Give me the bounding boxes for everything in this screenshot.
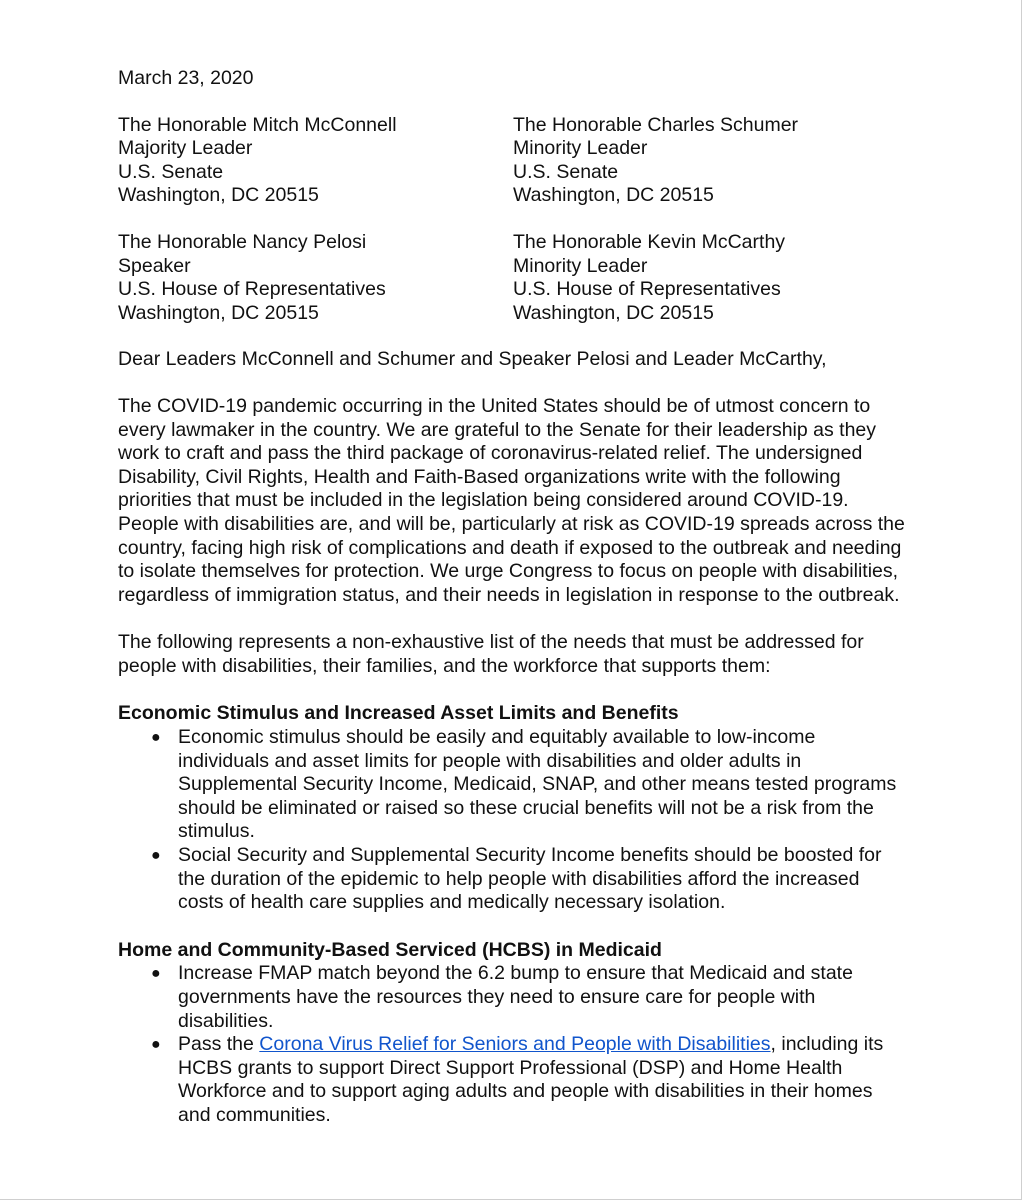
addressee-row-house — [118, 231, 908, 325]
addressee-name: The Honorable Nancy Pelosi — [118, 230, 367, 253]
list-item — [151, 726, 908, 844]
addressee-city: Washington, DC 20515 — [513, 184, 714, 207]
bullet-icon: ● — [151, 965, 161, 983]
section-heading-economic-stimulus: Economic Stimulus and Increased Asset Limits and Benefits — [118, 702, 679, 725]
addressee-body: U.S. House of Representatives — [118, 278, 386, 301]
bullet-icon: ● — [151, 729, 161, 747]
addressee-body: U.S. Senate — [118, 160, 224, 183]
bullet-icon: ● — [151, 847, 161, 865]
addressee-body: U.S. Senate — [513, 160, 619, 183]
addressee-mccarthy — [513, 231, 908, 325]
addressee-body: U.S. House of Representatives — [513, 278, 781, 301]
list-item — [151, 1033, 908, 1127]
addressee-title: Minority Leader — [513, 137, 648, 160]
list-item-text: Economic stimulus should be easily and equitably available to low-income individuals and asset limits for people with disabilities and older adults in Supplemental Security Income, Medicaid, SNAP, and other means tested programs should be eliminated or raised so these crucial benefits will not be a risk from the stimulus. — [178, 726, 897, 843]
addressee-title: Majority Leader — [118, 137, 253, 160]
addressee-city: Washington, DC 20515 — [118, 184, 319, 207]
addressee-row-senate — [118, 114, 908, 208]
letter-document — [118, 67, 908, 1152]
letter-date: March 23, 2020 — [118, 67, 254, 89]
relief-act-link[interactable]: Corona Virus Relief for Seniors and People with Disabilities — [259, 1033, 771, 1056]
addressee-mcconnell — [118, 114, 513, 208]
section-heading-hcbs: Home and Community-Based Serviced (HCBS) in Medicaid — [118, 938, 662, 961]
list-item-text: Increase FMAP match beyond the 6.2 bump to ensure that Medicaid and state governments have the resources they need to ensure care for people with disabilities. — [178, 962, 853, 1032]
hcbs-list — [118, 962, 908, 1127]
list-item-suffix: , including its HCBS grants to support Direct Support Professional (DSP) and Home Health Workforce and to support aging adults and people with disabilities in their homes and communities. — [178, 1033, 884, 1126]
addressee-schumer — [513, 114, 908, 208]
list-item — [151, 844, 908, 915]
addressee-title: Minority Leader — [513, 254, 648, 277]
addressee-pelosi — [118, 231, 513, 325]
addressee-city: Washington, DC 20515 — [513, 301, 714, 324]
addressee-name: The Honorable Kevin McCarthy — [513, 230, 786, 253]
economic-stimulus-list — [118, 726, 908, 915]
addressee-name: The Honorable Mitch McConnell — [118, 113, 397, 136]
intro-paragraph: The COVID-19 pandemic occurring in the United States should be of utmost concern to every lawmaker in the country. We are grateful to the Senate for their leadership as they work to craft and pass the third package of coronavirus-related relief. The undersigned Disability, Civil Rights, Health and Faith-Based organizations write with the following priorities that must be included in the legislation being considered around COVID-19. People with disabilities are, and will be, particularly at risk as COVID-19 spreads across the country, facing high risk of complications and death if exposed to the outbreak and needing to isolate themselves for protection. We urge Congress to focus on people with disabilities, regardless of immigration status, and their needs in legislation in response to the outbreak. — [118, 394, 905, 606]
bullet-icon: ● — [151, 1036, 161, 1054]
addressee-title: Speaker — [118, 254, 191, 277]
salutation: Dear Leaders McConnell and Schumer and Speaker Pelosi and Leader McCarthy, — [118, 348, 827, 371]
list-item-prefix: Pass the — [178, 1033, 260, 1056]
list-item-text: Social Security and Supplemental Security Income benefits should be boosted for the duration of the epidemic to help people with disabilities afford the increased costs of health care supplies and medically necessary isolation. — [178, 844, 882, 914]
list-item — [151, 962, 908, 1033]
addressee-city: Washington, DC 20515 — [118, 301, 319, 324]
list-intro-paragraph: The following represents a non-exhaustive list of the needs that must be addressed for people with disabilities, their families, and the workforce that supports them: — [118, 631, 864, 677]
addressee-name: The Honorable Charles Schumer — [513, 113, 799, 136]
